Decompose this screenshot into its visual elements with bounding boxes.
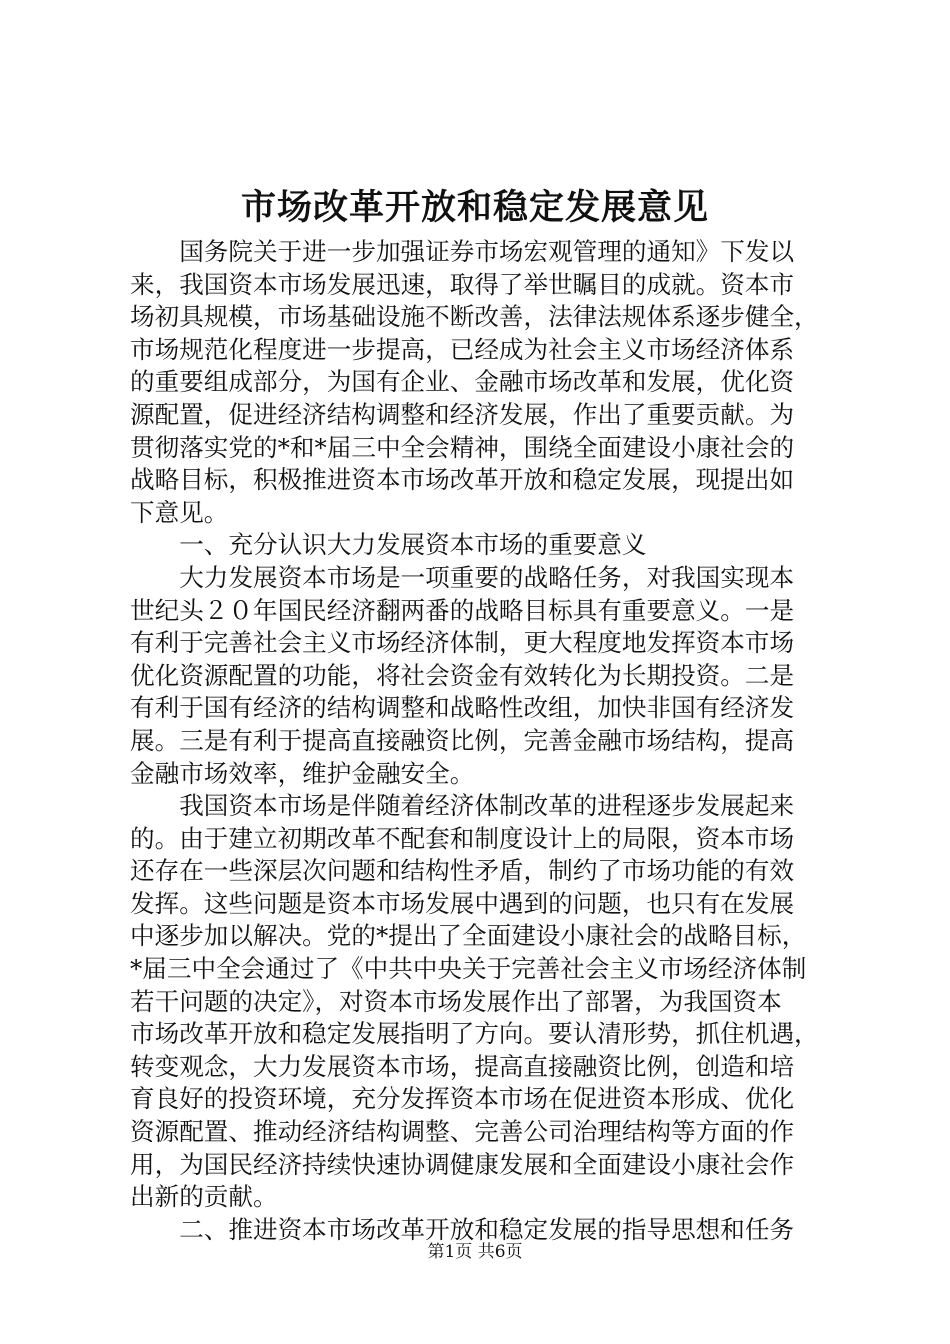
- body-line: 若干问题的决定》，对资本市场发展作出了部署，为我国资本: [130, 986, 782, 1016]
- body-line: 国务院关于进一步加强证券市场宏观管理的通知》下发以: [130, 237, 795, 266]
- body-line: 转变观念，大力发展资本市场，提高直接融资比例，创造和培: [130, 1051, 795, 1081]
- body-line: 发挥。这些问题是资本市场发展中遇到的问题，也只有在发展: [130, 888, 795, 918]
- body-line: 优化资源配置的功能，将社会资金有效转化为长期投资。二是: [130, 660, 795, 690]
- body-line: 市场改革开放和稳定发展指明了方向。要认清形势，抓住机遇，: [130, 1019, 819, 1049]
- body-line: 场初具规模，市场基础设施不断改善，法律法规体系逐步健全，: [130, 302, 819, 332]
- document-body: [130, 236, 846, 1246]
- document-title: 市场改革开放和稳定发展意见: [240, 187, 709, 228]
- body-line: 有利于完善社会主义市场经济体制，更大程度地发挥资本市场: [130, 628, 795, 658]
- body-line: 贯彻落实党的*和*届三中全会精神，围绕全面建设小康社会的: [130, 432, 795, 462]
- body-line: 育良好的投资环境，充分发挥资本市场在促进资本形成、优化: [130, 1084, 795, 1114]
- body-line: 展。三是有利于提高直接融资比例，完善金融市场结构，提高: [130, 725, 795, 755]
- body-line: 中逐步加以解决。党的*提出了全面建设小康社会的战略目标，: [130, 921, 807, 951]
- body-line: 市场规范化程度进一步提高，已经成为社会主义市场经济体系: [130, 334, 795, 364]
- body-line: 源配置，促进经济结构调整和经济发展，作出了重要贡献。为: [130, 399, 795, 429]
- page-footer: 第1页 共6页: [427, 1242, 523, 1262]
- body-line: 世纪头２０年国民经济翻两番的战略目标具有重要意义。一是: [130, 595, 795, 625]
- body-line: 出新的贡献。: [130, 1182, 278, 1212]
- body-line: 战略目标，积极推进资本市场改革开放和稳定发展，现提出如: [130, 465, 795, 495]
- body-line: 还存在一些深层次问题和结构性矛盾，制约了市场功能的有效: [130, 856, 795, 886]
- body-line: 的。由于建立初期改革不配套和制度设计上的局限，资本市场: [130, 823, 795, 853]
- body-line: *届三中全会通过了《中共中央关于完善社会主义市场经济体制: [130, 954, 807, 984]
- body-line: 用，为国民经济持续快速协调健康发展和全面建设小康社会作: [130, 1149, 795, 1179]
- body-line: 一、充分认识大力发展资本市场的重要意义: [130, 530, 647, 560]
- body-line: 有利于国有经济的结构调整和战略性改组，加快非国有经济发: [130, 693, 795, 723]
- body-line: 大力发展资本市场是一项重要的战略任务，对我国实现本: [130, 562, 795, 592]
- body-line: 金融市场效率，维护金融安全。: [130, 758, 475, 788]
- body-line: 的重要组成部分，为国有企业、金融市场改革和发展，优化资: [130, 367, 795, 397]
- body-line: 资源配置、推动经济结构调整、完善公司治理结构等方面的作: [130, 1117, 795, 1147]
- body-line: 二、推进资本市场改革开放和稳定发展的指导思想和任务: [130, 1214, 795, 1244]
- body-line: 下意见。: [130, 497, 229, 527]
- body-line: 我国资本市场是伴随着经济体制改革的进程逐步发展起来: [130, 791, 795, 821]
- body-line: 来，我国资本市场发展迅速，取得了举世瞩目的成就。资本市: [130, 269, 795, 299]
